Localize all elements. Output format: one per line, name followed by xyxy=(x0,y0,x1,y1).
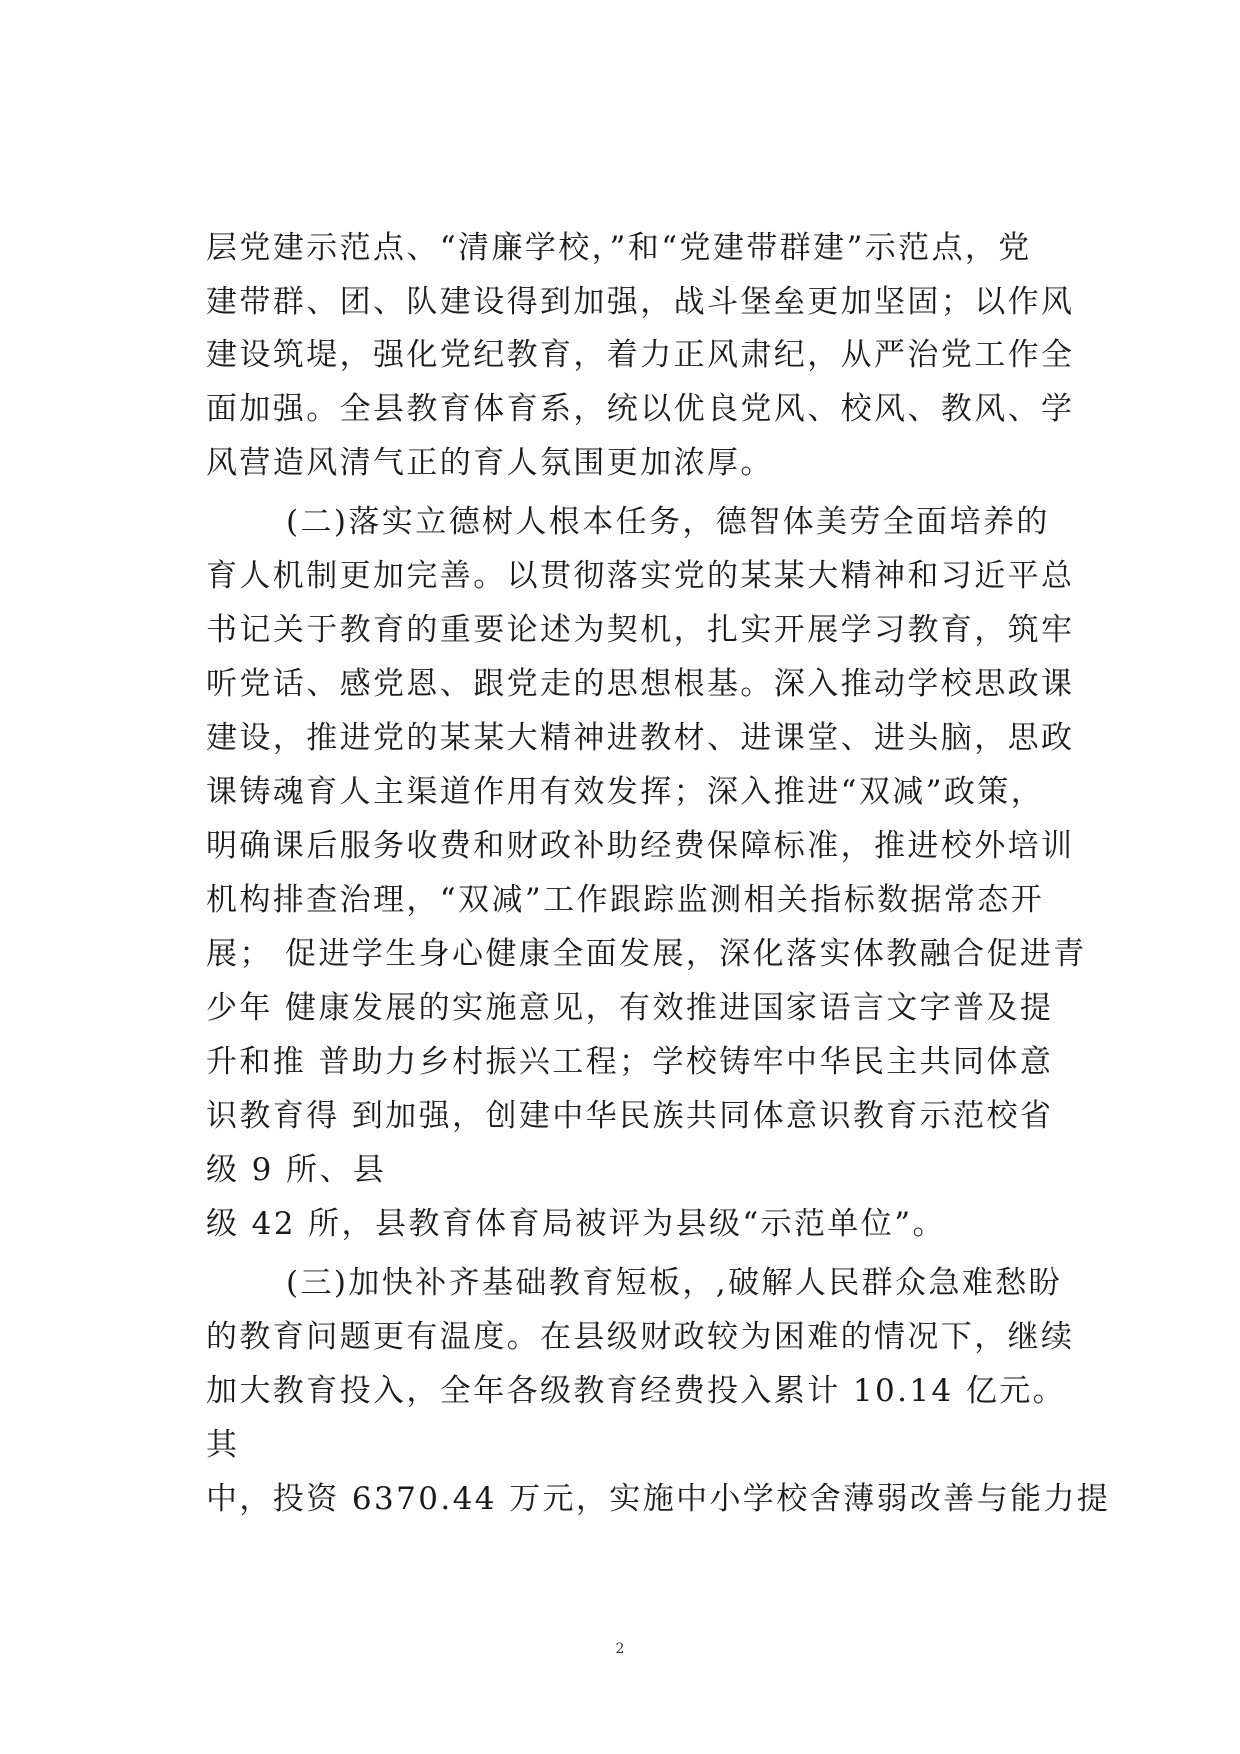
text-line: 升和推 普助力乡村振兴工程；学校铸牢中华民主共同体意 xyxy=(206,1044,1054,1080)
text-line: 课铸魂育人主渠道作用有效发挥；深入推进“双减”政策， xyxy=(206,774,1045,810)
text-line: 风营造风清气正的育人氛围更加浓厚。 xyxy=(206,445,774,481)
section-heading-line: (三)加快补齐基础教育短板，,破解人民群众急难愁盼 xyxy=(286,1265,1063,1301)
text-line: 书记关于教育的重要论述为契机，扎实开展学习教育，筑牢 xyxy=(206,612,1075,648)
text-line: 其 xyxy=(206,1427,240,1463)
text-line: 级 42 所，县教育体育局被评为县级“示范单位”。 xyxy=(206,1206,946,1242)
section-heading-line: (二)落实立德树人根本任务，德智体美劳全面培养的 xyxy=(286,504,1050,540)
text-line: 育人机制更加完善。以贯彻落实党的某某大精神和习近平总 xyxy=(206,558,1075,594)
text-line: 机构排查治理，“双减”工作跟踪监测相关指标数据常态开 xyxy=(206,882,1045,918)
text-line: 识教育得 到加强，创建中华民族共同体意识教育示范校省 xyxy=(206,1098,1054,1134)
text-line: 展； 促进学生身心健康全面发展，深化落实体教融合促进青 xyxy=(206,936,1087,972)
text-line: 建设筑堤，强化党纪教育，着力正风肃纪，从严治党工作全 xyxy=(206,337,1075,373)
text-line: 的教育问题更有温度。在县级财政较为困难的情况下，继续 xyxy=(206,1319,1075,1355)
text-line: 明确课后服务收费和财政补助经费保障标准，推进校外培训 xyxy=(206,828,1075,864)
text-line: 中，投资 6370.44 万元，实施中小学校舍薄弱改善与能力提 xyxy=(206,1481,1111,1517)
text-line: 加大教育投入，全年各级教育经费投入累计 10.14 亿元。 xyxy=(206,1373,1067,1409)
text-line: 层党建示范点、“清廉学校，”和“党建带群建”示范点，党 xyxy=(206,230,1032,266)
text-line: 建带群、团、队建设得到加强，战斗堡垒更加坚固；以作风 xyxy=(206,284,1075,320)
page-number: 2 xyxy=(615,1641,625,1657)
text-line: 少年 健康发展的实施意见，有效推进国家语言文字普及提 xyxy=(206,990,1054,1026)
text-line: 面加强。全县教育体育系，统以优良党风、校风、教风、学 xyxy=(206,391,1075,427)
text-line: 听党话、感党恩、跟党走的思想根基。深入推动学校思政课 xyxy=(206,666,1075,702)
text-line: 建设，推进党的某某大精神进教材、进课堂、进头脑，思政 xyxy=(206,720,1075,756)
text-line: 级 9 所、县 xyxy=(206,1152,387,1188)
